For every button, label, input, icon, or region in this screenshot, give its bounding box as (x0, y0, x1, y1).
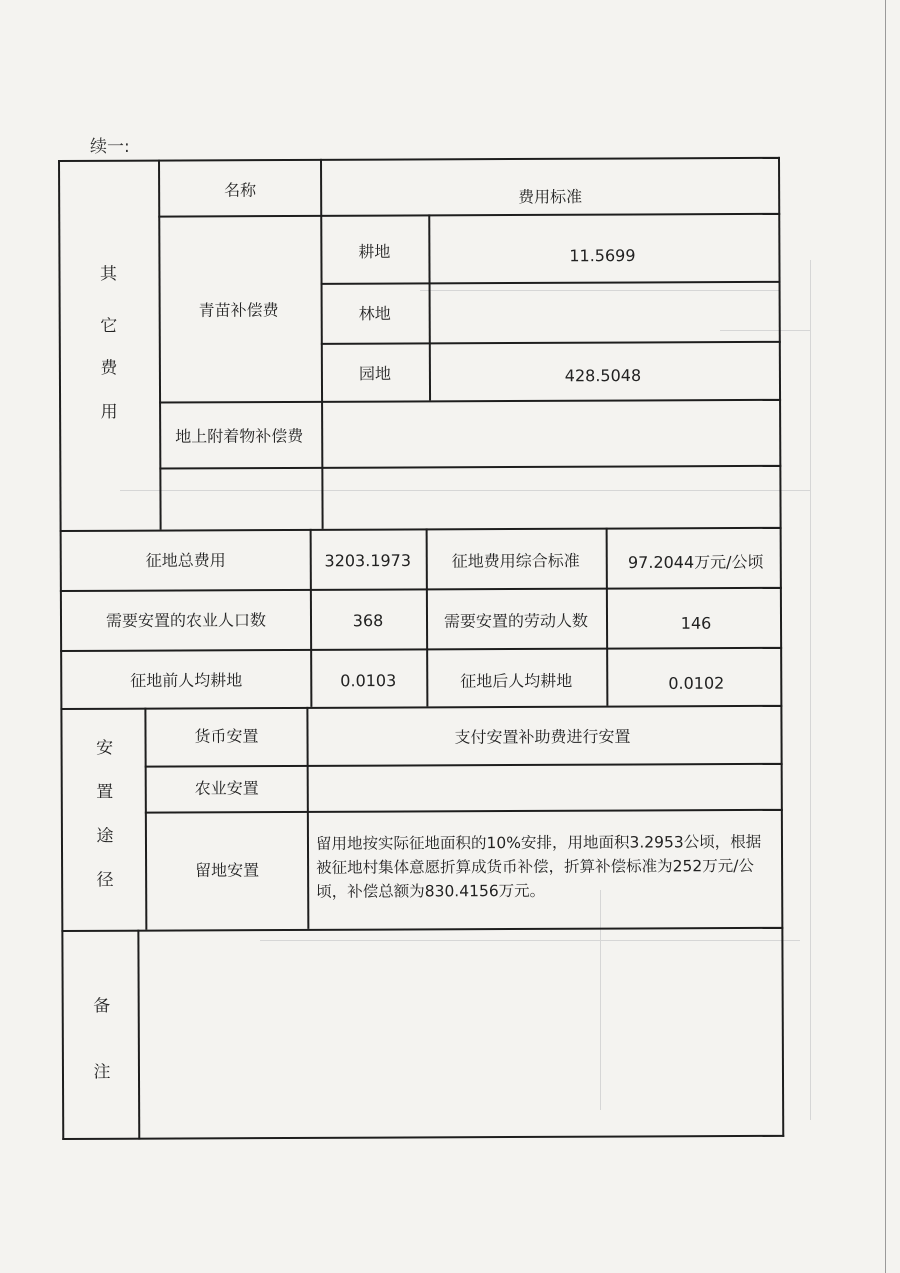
before-per-capita-label: 征地前人均耕地 (130, 670, 243, 691)
land-requisition-form (58, 157, 784, 1140)
composite-std-label: 征地费用综合标准 (451, 551, 580, 571)
after-per-capita-value: 0.0102 (668, 673, 725, 693)
remarks-value (151, 947, 771, 950)
page-edge (885, 0, 886, 1273)
farm-population-label: 需要安置的农业人口数 (105, 610, 267, 631)
resettlement-char-1: 安 (96, 738, 114, 759)
seedling-compensation-label: 青苗补偿费 (198, 300, 279, 320)
monetary-resettlement-value: 支付安置补助费进行安置 (454, 727, 631, 747)
land-type-arable: 耕地 (358, 242, 391, 262)
resettlement-char-2: 置 (96, 782, 114, 803)
land-type-forest: 林地 (358, 304, 391, 324)
composite-std-value: 97.2044万元/公顷 (627, 552, 764, 573)
arable-fee-value: 11.5699 (569, 245, 636, 266)
before-per-capita-value: 0.0103 (340, 671, 397, 691)
remarks-char-2: 注 (93, 1062, 111, 1083)
continuation-label: 续一: (90, 137, 130, 157)
col-std-header: 费用标准 (518, 187, 583, 207)
total-cost-label: 征地总费用 (145, 550, 226, 571)
after-per-capita-label: 征地后人均耕地 (460, 671, 573, 691)
labor-count-label: 需要安置的劳动人数 (443, 611, 589, 631)
agricultural-resettlement-label: 农业安置 (194, 778, 259, 798)
reserved-land-description: 留用地按实际征地面积的10%安排，用地面积3.2953公顷，根据被征地村集体意愿折算成货币补偿，折算补偿标准为252万元/公顷，补偿总额为830.4156万元。 (315, 832, 762, 901)
labor-count-value: 146 (680, 613, 712, 633)
other-fees-char-4: 用 (100, 402, 118, 423)
total-cost-value: 3203.1973 (324, 550, 412, 571)
other-fees-char-3: 费 (100, 358, 118, 379)
attachment-compensation-label: 地上附着物补偿费 (175, 426, 304, 446)
other-fees-char-1: 其 (99, 264, 118, 285)
reserved-land-label: 留地安置 (195, 860, 260, 880)
col-name-header: 名称 (224, 180, 257, 200)
remarks-char-1: 备 (93, 996, 111, 1017)
other-fees-char-2: 它 (100, 316, 118, 337)
land-type-orchard: 园地 (358, 364, 391, 384)
resettlement-char-3: 途 (96, 826, 114, 847)
resettlement-char-4: 径 (96, 870, 114, 891)
monetary-resettlement-label: 货币安置 (194, 726, 259, 746)
farm-population-value: 368 (352, 611, 384, 631)
orchard-fee-value: 428.5048 (564, 365, 642, 386)
